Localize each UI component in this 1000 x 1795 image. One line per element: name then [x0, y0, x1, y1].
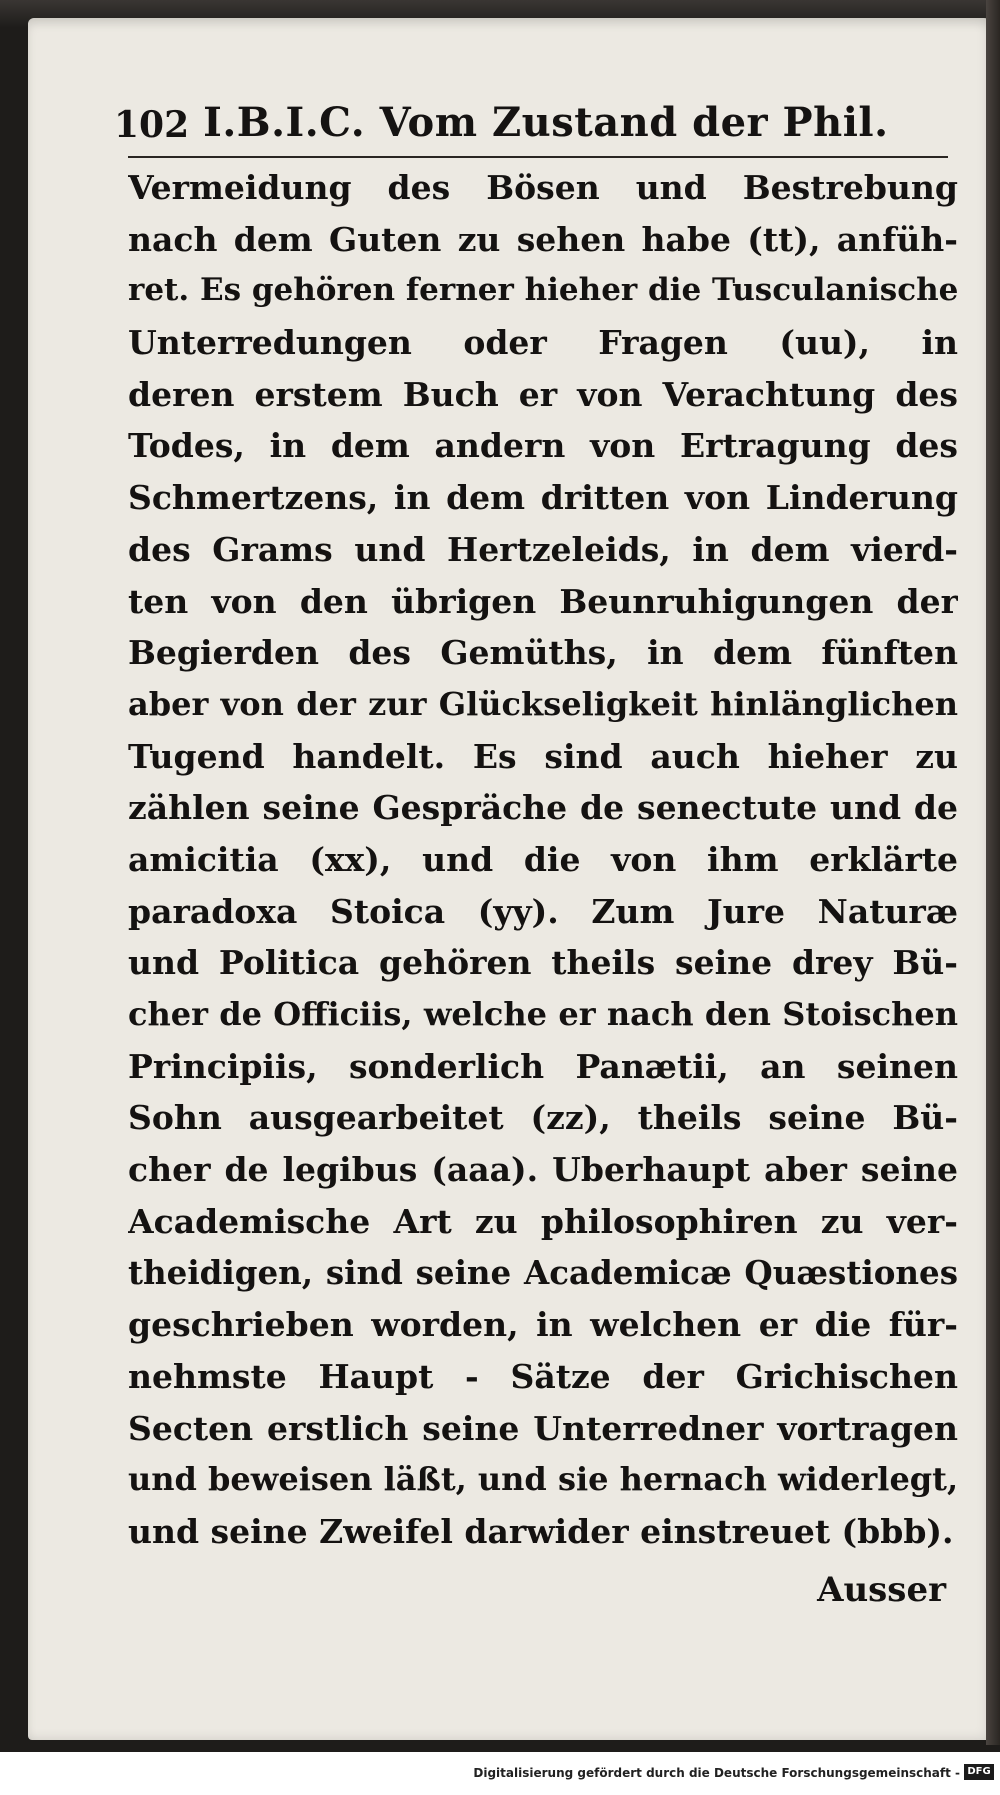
text-line: geschrieben worden, in welchen er die für-	[128, 1305, 958, 1345]
text-line: Begierden des Gemüths, in dem fünften	[128, 633, 958, 673]
text-line: zählen seine Gespräche de senectute und de	[128, 788, 958, 828]
header-rule	[128, 156, 948, 158]
text-line: und Politica gehören theils seine drey Bü-	[128, 943, 958, 983]
dfg-logo: DFG	[964, 1764, 994, 1780]
text-line: Secten erstlich seine Unterredner vortragen	[128, 1408, 958, 1448]
text-line: Academische Art zu philosophiren zu ver-	[128, 1201, 958, 1241]
text-line: deren erstem Buch er von Verachtung des	[128, 374, 958, 414]
text-line: ret. Es gehören ferner hieher die Tusculanische	[128, 272, 958, 309]
text-line: theidigen, sind seine Academicæ Quæstiones	[128, 1253, 958, 1293]
running-head: I.B.I.C. Vom Zustand der Phil.	[203, 99, 889, 146]
catchword: Ausser	[817, 1570, 946, 1610]
book-spine-edge	[986, 0, 1000, 1745]
text-line: Todes, in dem andern von Ertragung des	[128, 426, 958, 466]
text-line: nehmste Haupt - Sätze der Grichischen	[128, 1356, 958, 1396]
body-text	[128, 162, 958, 1558]
text-line: Vermeidung des Bösen und Bestrebung	[128, 168, 958, 207]
text-line: und beweisen läßt, und sie hernach widerlegt,	[128, 1460, 958, 1499]
text-line: ten von den übrigen Beunruhigungen der	[128, 581, 958, 621]
text-line: aber von der zur Glückseligkeit hinlänglichen	[128, 684, 958, 723]
text-line: Sohn ausgearbeitet (zz), theils seine Bü-	[128, 1098, 958, 1138]
text-line: des Grams und Hertzeleids, in dem vierd-	[128, 529, 958, 569]
text-line: Tugend handelt. Es sind auch hieher zu	[128, 736, 958, 776]
page-number: 102	[114, 104, 190, 146]
page-header	[114, 86, 954, 146]
text-line: amicitia (xx), und die von ihm erklärte	[128, 839, 958, 879]
text-line: und seine Zweifel darwider einstreuet (bbb).	[128, 1511, 954, 1551]
digitization-credit: Digitalisierung gefördert durch die Deutsche Forschungsgemeinschaft -	[473, 1766, 960, 1780]
text-line: Schmertzens, in dem dritten von Linderung	[128, 478, 958, 518]
text-line: Principiis, sonderlich Panætii, an seinen	[128, 1046, 958, 1086]
text-line: Unterredungen oder Fragen (uu), in	[128, 323, 958, 363]
text-line: nach dem Guten zu sehen habe (tt), anfüh-	[128, 219, 958, 259]
text-line: cher de Officiis, welche er nach den Stoischen	[128, 995, 958, 1033]
text-line: paradoxa Stoica (yy). Zum Jure Naturæ	[128, 891, 958, 931]
text-line: cher de legibus (aaa). Uberhaupt aber seine	[128, 1150, 958, 1190]
